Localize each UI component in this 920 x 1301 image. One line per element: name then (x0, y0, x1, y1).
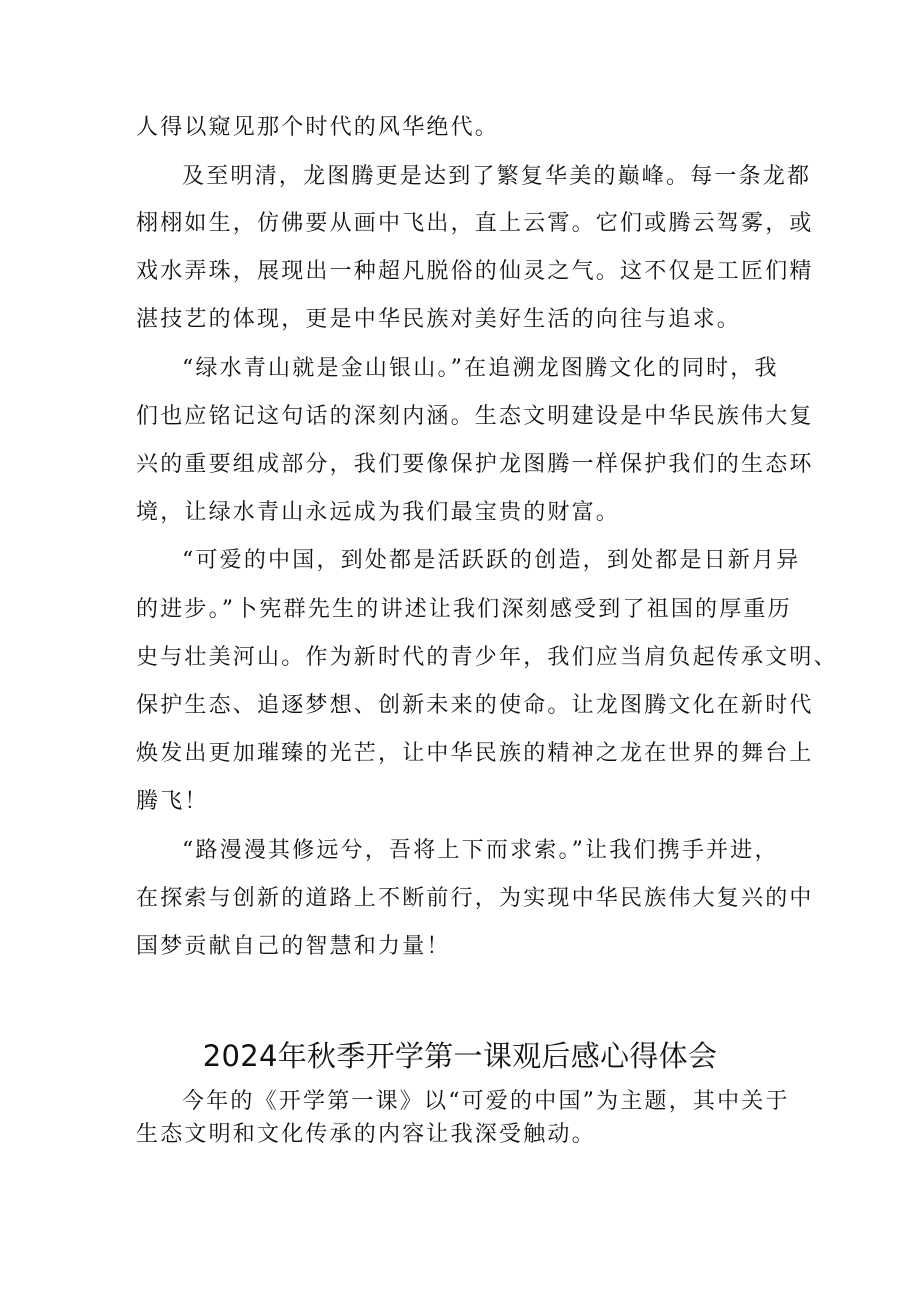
paragraph-line: 戏水弄珠，展现出一种超凡脱俗的仙灵之气。这不仅是工匠们精 (136, 259, 814, 284)
paragraph-line: 在探索与创新的道路上不断前行，为实现中华民族伟大复兴的中 (136, 886, 814, 911)
paragraph-line: 兴的重要组成部分，我们要像保护龙图腾一样保护我们的生态环 (136, 452, 814, 477)
paragraph-line: 境，让绿水青山永远成为我们最宝贵的财富。 (136, 500, 621, 525)
paragraph-line: 的进步。”卜宪群先生的讲述让我们深刻感受到了祖国的厚重历 (136, 597, 792, 622)
paragraph-line: 及至明清，龙图腾更是达到了繁复华美的巅峰。每一条龙都 (182, 164, 812, 189)
paragraph-line: “绿水青山就是金山银山。”在追溯龙图腾文化的同时，我 (182, 356, 779, 381)
paragraph-line: “可爱的中国，到处都是活跃跃的创造，到处都是日新月异 (182, 548, 801, 573)
paragraph-line: 保护生态、追逐梦想、创新未来的使命。让龙图腾文化在新时代 (136, 693, 814, 718)
paragraph-line: “路漫漫其修远兮，吾将上下而求索。”让我们携手并进， (182, 838, 779, 863)
paragraph-line: 人得以窥见那个时代的风华绝代。 (136, 115, 500, 140)
paragraph-line: 国梦贡献自己的智慧和力量！ (136, 934, 451, 959)
paragraph-line: 们也应铭记这句话的深刻内涵。生态文明建设是中华民族伟大复 (136, 404, 814, 429)
section-heading: 2024年秋季开学第一课观后感心得体会 (202, 1039, 718, 1073)
paragraph-line: 焕发出更加璀臻的光芒，让中华民族的精神之龙在世界的舞台上 (136, 741, 814, 766)
paragraph-line: 史与壮美河山。作为新时代的青少年，我们应当肩负起传承文明、 (136, 645, 838, 670)
paragraph-line: 生态文明和文化传承的内容让我深受触动。 (136, 1122, 596, 1147)
paragraph-line: 湛技艺的体现，更是中华民族对美好生活的向往与追求。 (136, 307, 742, 332)
paragraph-line: 今年的《开学第一课》以“可爱的中国”为主题，其中关于 (182, 1089, 790, 1114)
paragraph-line: 栩栩如生，仿佛要从画中飞出，直上云霄。它们或腾云驾雾，或 (136, 211, 814, 236)
paragraph-line: 腾飞！ (136, 789, 209, 814)
